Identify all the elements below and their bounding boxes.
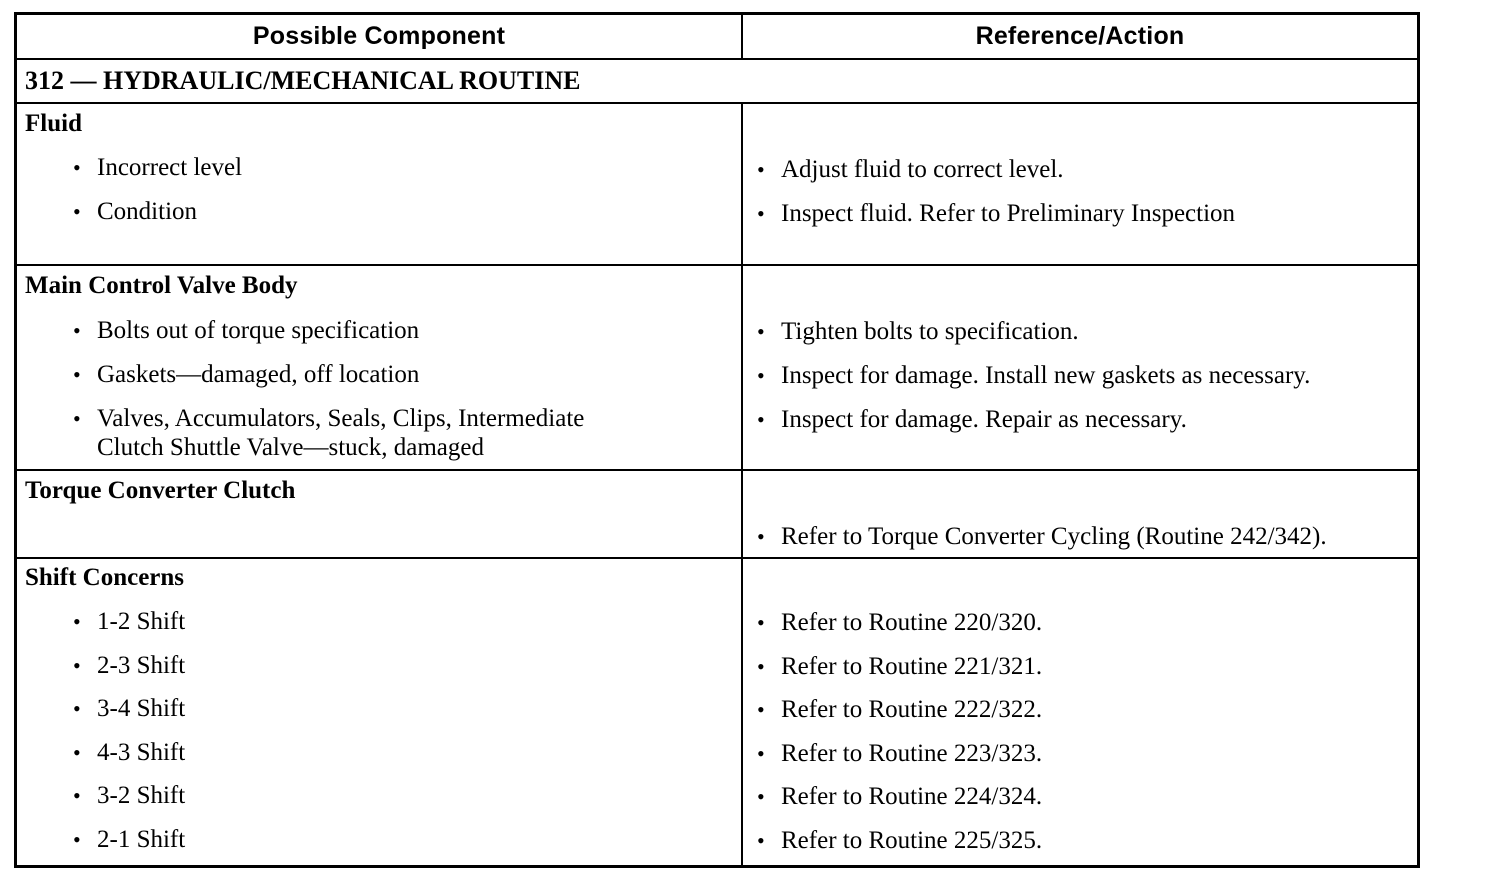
action-item: • Refer to Routine 221/321. [757,653,1043,680]
bullet-icon: • [73,696,81,721]
group-title-torque-converter-clutch: Torque Converter Clutch [25,477,296,504]
component-item: • 4-3 Shift [73,739,186,766]
bullet-icon: • [757,407,765,432]
action-item: • Refer to Routine 225/325. [757,827,1043,854]
component-item: • Bolts out of torque specification [73,317,420,344]
action-item: • Refer to Routine 223/323. [757,740,1043,767]
action-item: • Refer to Routine 222/322. [757,696,1043,723]
bullet-icon: • [73,653,81,678]
bullet-icon: • [73,155,81,180]
action-item: • Refer to Routine 220/320. [757,609,1043,636]
group-main-control-valve-body [17,266,1417,471]
bullet-icon: • [757,654,765,679]
bullet-icon: • [73,406,81,431]
component-item: • 3-2 Shift [73,782,186,809]
group-shift-concerns [17,559,1417,865]
bullet-icon: • [757,697,765,722]
bullet-icon: • [757,157,765,182]
action-item: • Adjust fluid to correct level. [757,156,1064,183]
bullet-icon: • [73,827,81,852]
group-title-main-control-valve-body: Main Control Valve Body [25,272,298,299]
group-title-fluid: Fluid [25,110,82,137]
bullet-icon: • [757,610,765,635]
component-item: • Gaskets—damaged, off location [73,361,420,388]
bullet-icon: • [757,741,765,766]
diagnosis-table [14,12,1420,868]
bullet-icon: • [757,319,765,344]
component-item: • 2-1 Shift [73,826,186,853]
bullet-icon: • [757,363,765,388]
component-item: • 1-2 Shift [73,608,186,635]
action-item: • Inspect for damage. Repair as necessary. [757,406,1187,433]
bullet-icon: • [757,828,765,853]
bullet-icon: • [73,740,81,765]
action-item: • Inspect for damage. Install new gaskets as necessary. [757,362,1311,389]
bullet-icon: • [73,199,81,224]
action-item: • Tighten bolts to specification. [757,318,1079,345]
bullet-icon: • [73,609,81,634]
component-item: • Incorrect level [73,154,243,181]
action-item: • Refer to Torque Converter Cycling (Routine 242/342). [757,523,1327,550]
header-reference-action: Reference/Action [975,22,1185,50]
bullet-icon: • [73,783,81,808]
component-item: • 2-3 Shift [73,652,186,679]
bullet-icon: • [73,362,81,387]
bullet-icon: • [73,318,81,343]
group-fluid [17,104,1417,266]
routine-title: 312 — HYDRAULIC/MECHANICAL ROUTINE [17,60,1417,104]
component-item: • Condition [73,198,198,225]
group-torque-converter-clutch [17,471,1417,559]
header-possible-component: Possible Component [17,15,743,58]
group-title-shift-concerns: Shift Concerns [25,564,185,591]
table-header-row [17,15,1417,60]
component-item: • Valves, Accumulators, Seals, Clips, Intermediate [73,405,585,432]
bullet-icon: • [757,201,765,226]
action-item: • Inspect fluid. Refer to Preliminary Inspection [757,200,1236,227]
bullet-icon: • [757,524,765,549]
action-item: • Refer to Routine 224/324. [757,783,1043,810]
component-item-continuation: Clutch Shuttle Valve—stuck, damaged [97,434,484,461]
component-item: • 3-4 Shift [73,695,186,722]
bullet-icon: • [757,784,765,809]
